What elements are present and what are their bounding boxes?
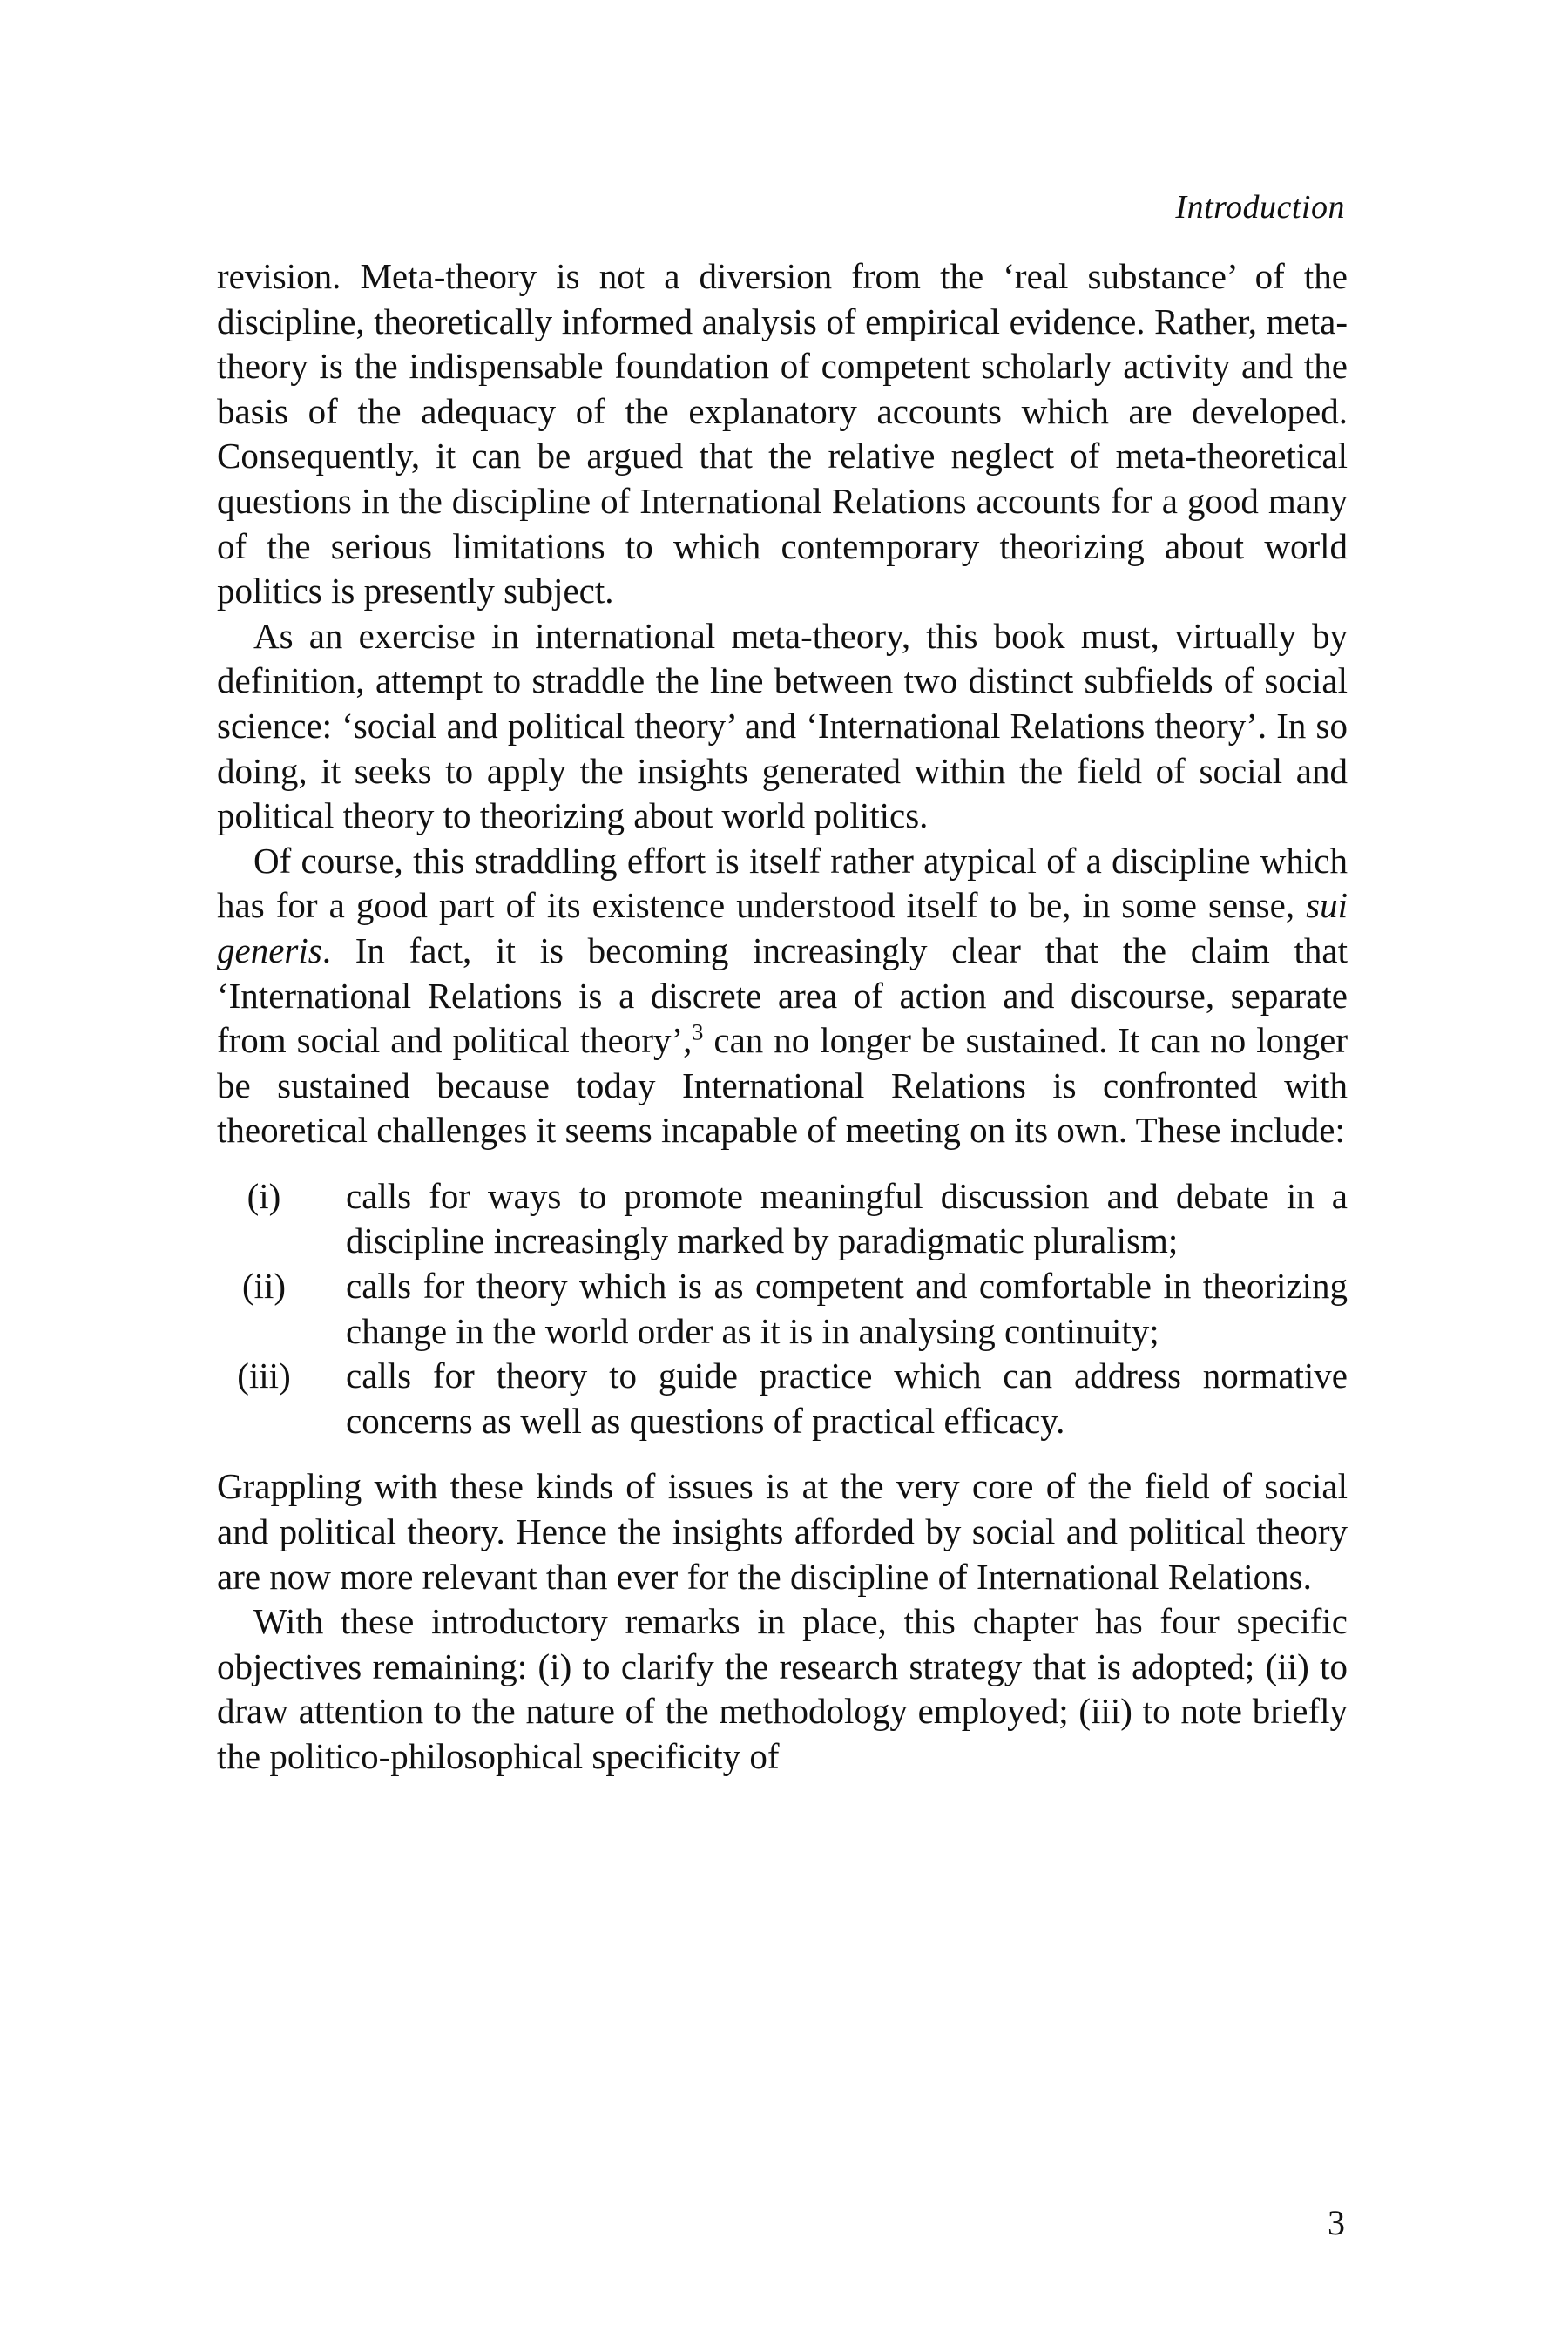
paragraph-3-text-a: Of course, this straddling effort is itself rather atypical of a discipline which has for a good part of its existence understood itself to be, in some sense,: [217, 840, 1348, 926]
paragraph-1: revision. Meta-theory is not a diversion from the ‘real substance’ of the discipline, theoretically informed analysis of empirical evidence. Rather, meta-theory is the indispensable foundation of competent scholarly activity and the basis of the adequacy of the explanatory accounts which are developed. Consequently, it can be argued that the relative neglect of meta-theoretical questions in the discipline of International Relations accounts for a good many of the serious limitations to which contemporary theorizing about world politics is presently subject.: [217, 256, 1348, 612]
paragraph-4: Grappling with these kinds of issues is at the very core of the field of social and political theory. Hence the insights afforded by social and political theory are now more relevant than ever for the discipline of International Relations.: [217, 1466, 1348, 1597]
paragraph-3-text-b: . In fact, it is becoming increasingly clear that the claim that ‘International Relations is a discrete area of action and discourse, separate from social and political theory’,: [217, 929, 1348, 1061]
list-item: [217, 1264, 1348, 1354]
paragraph-5: With these introductory remarks in place, this chapter has four specific objectives remaining: (i) to clarify the research strategy that is adopted; (ii) to draw attention to the nature of the methodology employed; (iii) to note briefly the politico-philosophical specificity of: [217, 1601, 1348, 1776]
list-item: [217, 1354, 1348, 1443]
body-text: [217, 254, 1348, 1780]
page-number: 3: [1328, 2203, 1345, 2242]
list-item-text: calls for theory to guide practice which can address normative concerns as well as questions of practical efficacy.: [346, 1355, 1348, 1441]
paragraph-3: [217, 839, 1348, 1153]
italic-phrase: sui generis: [217, 885, 1348, 970]
challenges-list: [217, 1174, 1348, 1444]
list-item: [217, 1174, 1348, 1264]
paragraph-2: As an exercise in international meta-theory, this book must, virtually by definition, attempt to straddle the line between two distinct subfields of social science: ‘social and political theory’ and ‘International Relations theory’. In so doing, it seeks to apply the insights generated within the field of social and political theory to theorizing about world politics.: [217, 615, 1348, 836]
list-item-text: calls for ways to promote meaningful discussion and debate in a discipline increasingly marked by paradigmatic pluralism;: [346, 1175, 1348, 1261]
list-item-text: calls for theory which is as competent and comfortable in theorizing change in the world order as it is in analysing continuity;: [346, 1266, 1348, 1351]
list-item-number: (iii): [237, 1355, 291, 1396]
list-item-number: (ii): [241, 1266, 287, 1307]
footnote-marker: 3: [692, 1019, 704, 1045]
list-item-number: (i): [247, 1175, 281, 1216]
running-head: Introduction: [1175, 189, 1345, 226]
paragraph-3-text-c: can no longer be sustained. It can no longer be sustained because today International Relations is confronted with theoretical challenges it seems incapable of meeting on its own. These include:: [217, 1020, 1348, 1151]
